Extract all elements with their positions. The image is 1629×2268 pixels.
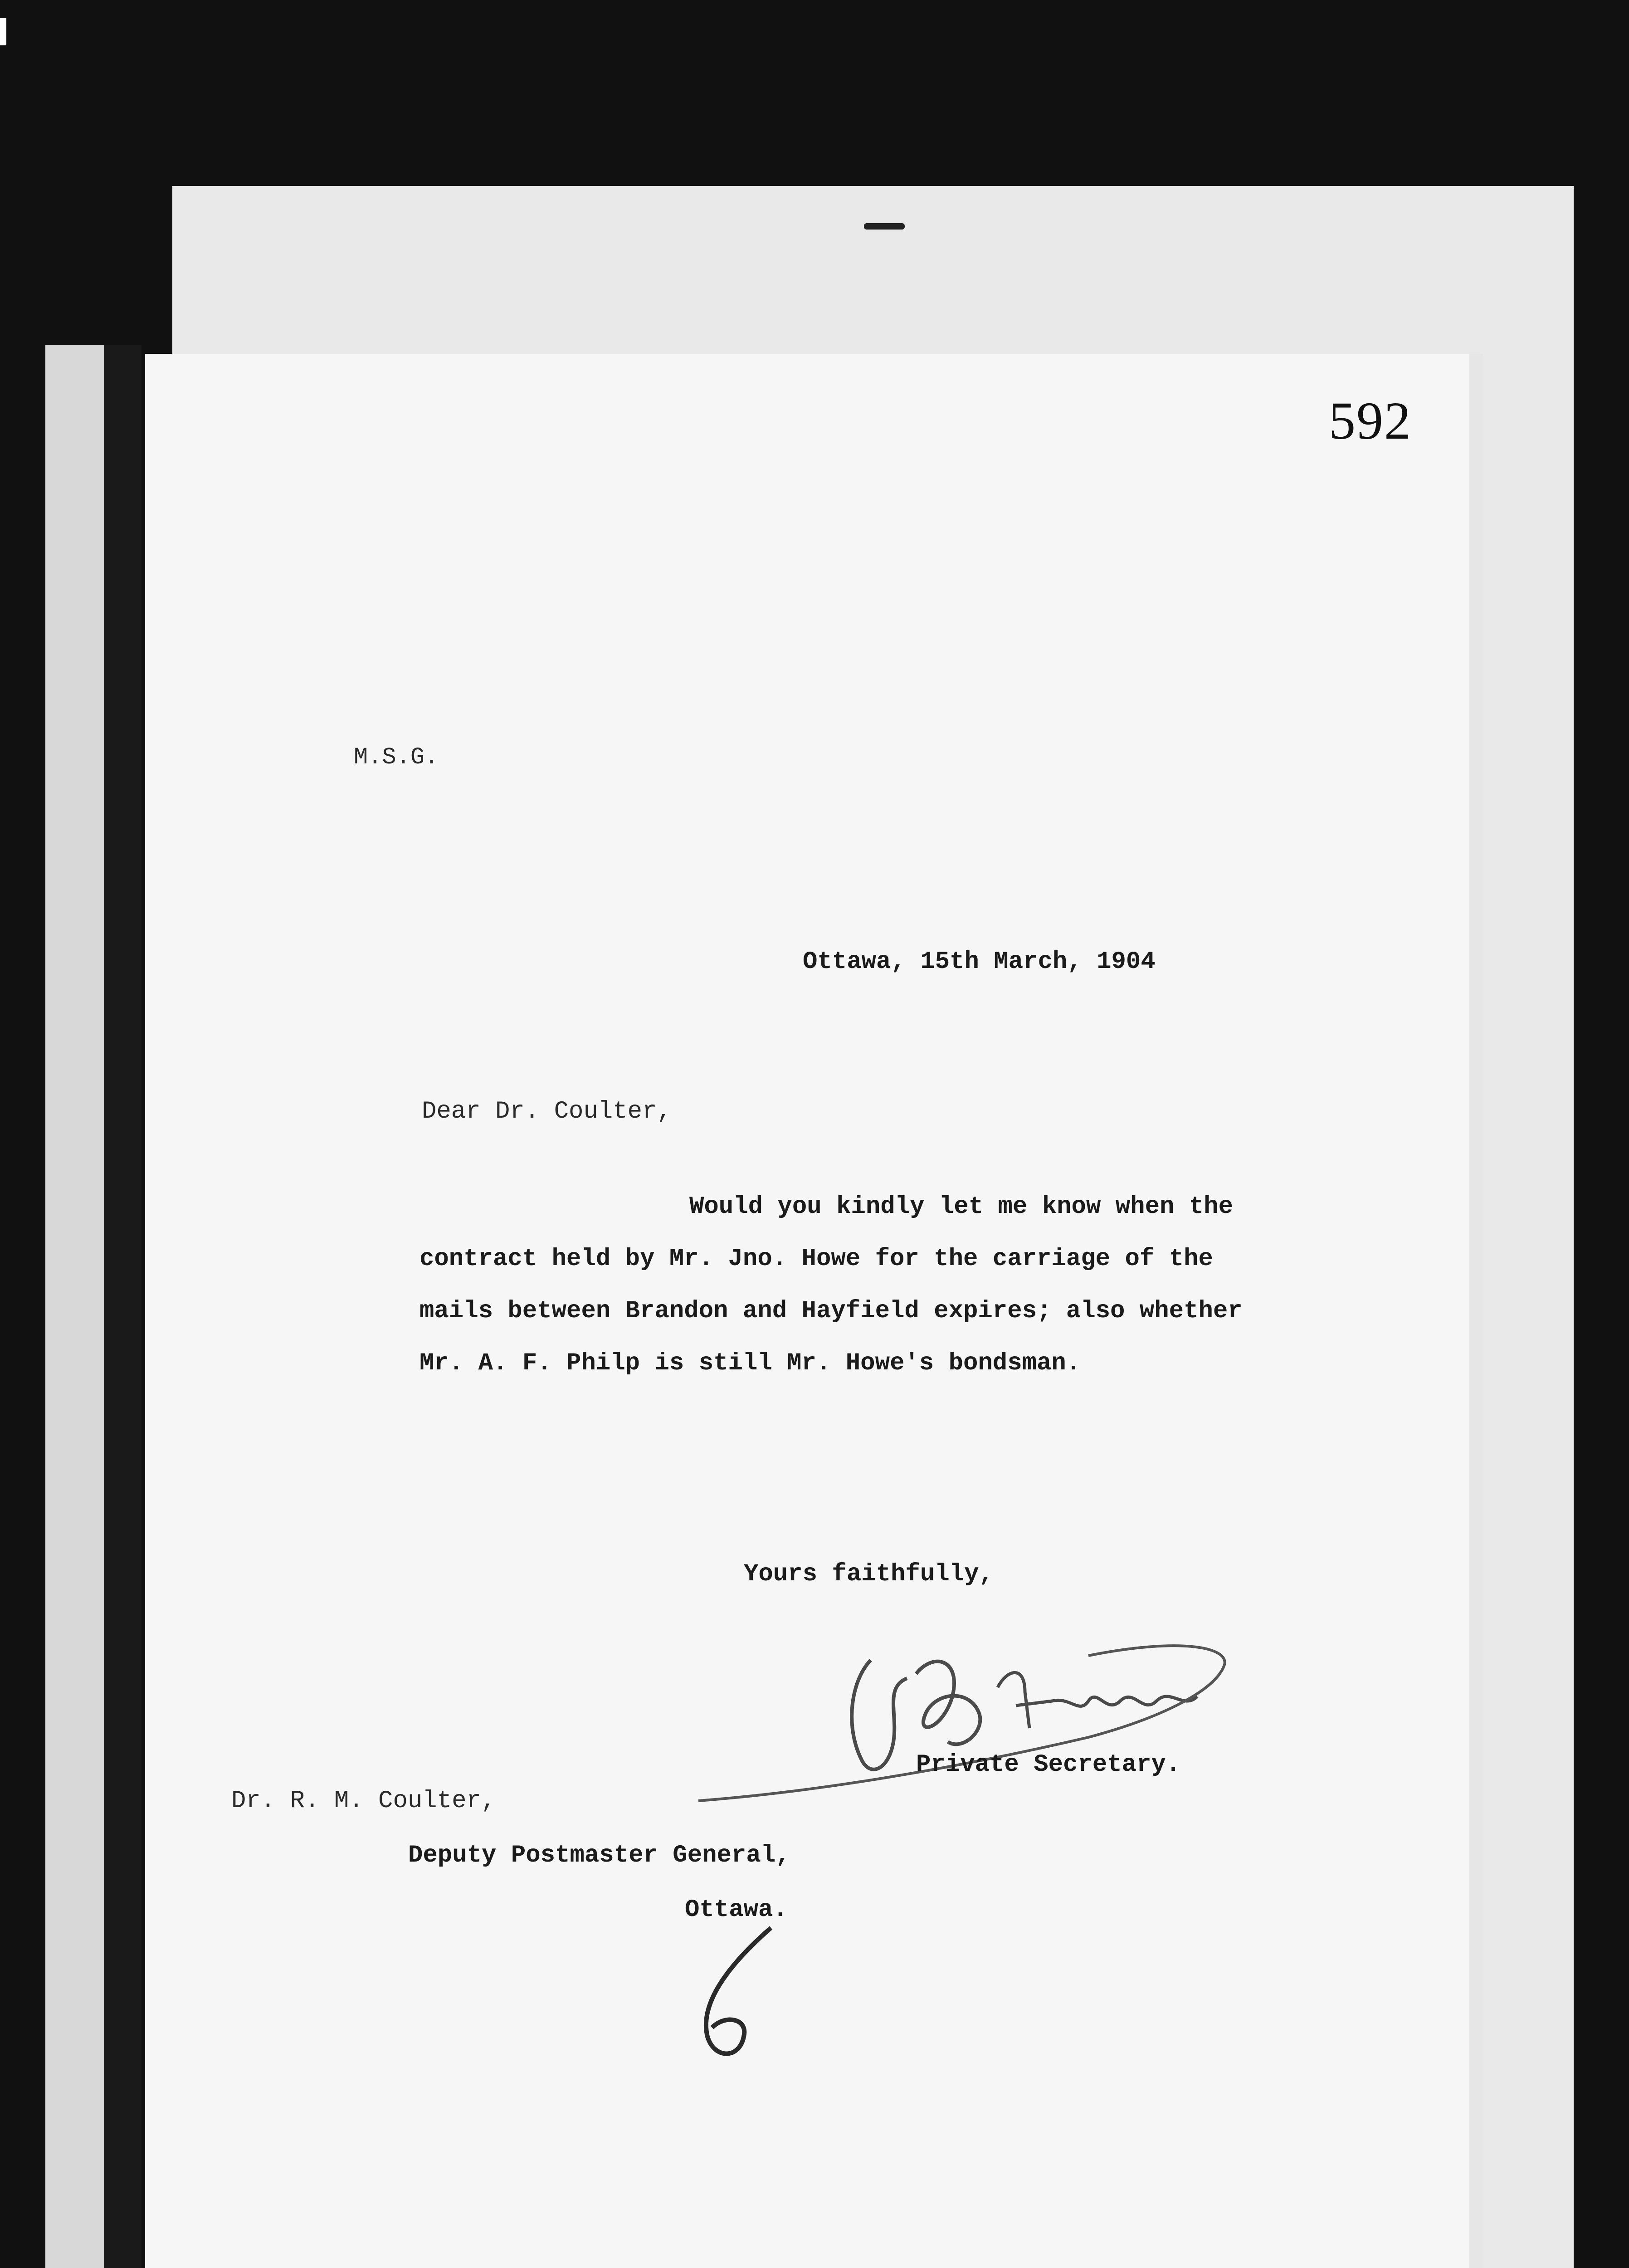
page-number: 592 bbox=[1329, 391, 1412, 450]
signature-title: Private Secretary. bbox=[916, 1751, 1181, 1779]
reference-code: M.S.G. bbox=[354, 744, 439, 771]
handwritten-mark bbox=[680, 1923, 798, 2068]
letter-sheet-edge bbox=[1469, 354, 1483, 2268]
body-line-3: mails between Brandon and Hayfield expires; also whether bbox=[419, 1297, 1243, 1325]
recipient-title: Deputy Postmaster General, bbox=[408, 1842, 790, 1869]
left-shadow-strip bbox=[105, 345, 141, 2268]
body-line-4: Mr. A. F. Philp is still Mr. Howe's bondsman. bbox=[419, 1349, 1081, 1377]
date-line: Ottawa, 15th March, 1904 bbox=[803, 948, 1156, 976]
film-corner-mark bbox=[0, 18, 6, 45]
recipient-city: Ottawa. bbox=[685, 1896, 788, 1924]
body-line-1: Would you kindly let me know when the bbox=[689, 1193, 1233, 1221]
closing: Yours faithfully, bbox=[744, 1560, 994, 1588]
left-paper-strip bbox=[45, 345, 104, 2268]
handwritten-signature bbox=[680, 1624, 1252, 1814]
body-line-2: contract held by Mr. Jno. Howe for the carriage of the bbox=[419, 1245, 1213, 1273]
salutation: Dear Dr. Coulter, bbox=[422, 1098, 672, 1125]
recipient-name: Dr. R. M. Coulter, bbox=[231, 1787, 496, 1815]
top-dash-mark bbox=[864, 223, 905, 230]
